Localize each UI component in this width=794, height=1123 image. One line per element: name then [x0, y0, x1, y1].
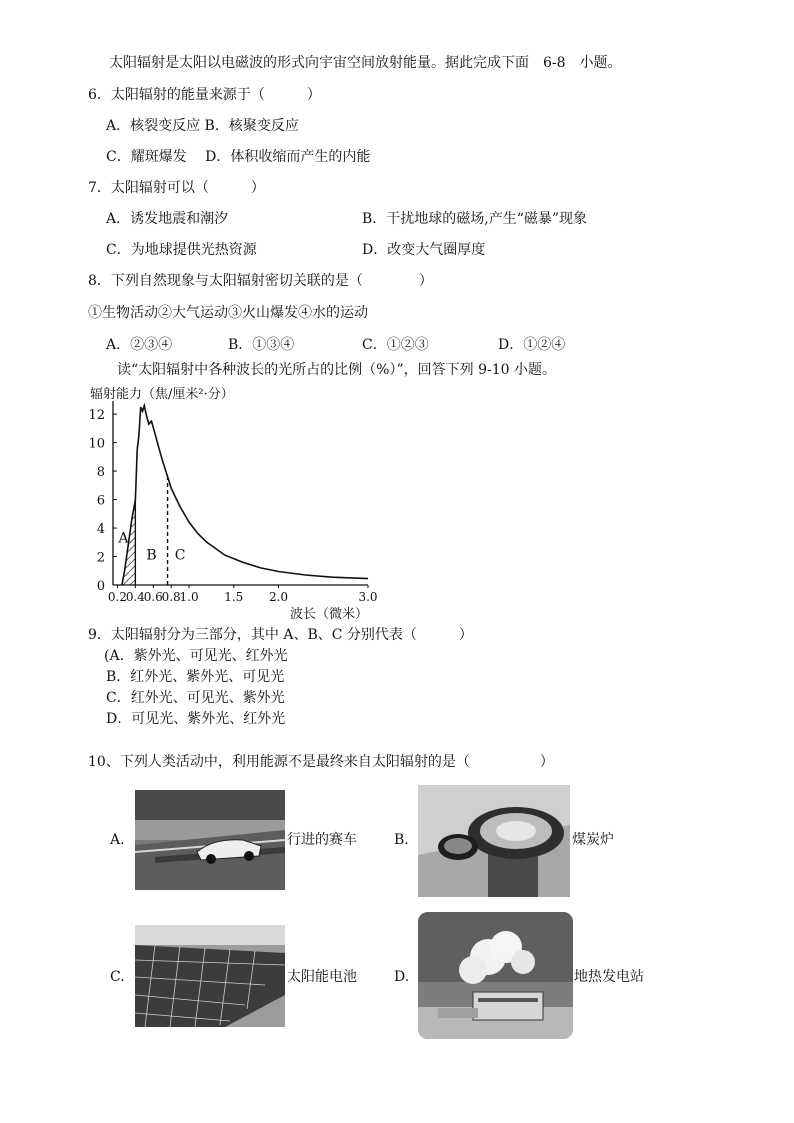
- coal-stove-photo: [418, 785, 570, 897]
- q10-stem: 10、下列人类活动中，利用能源不是最终来自太阳辐射的是（ ）: [88, 754, 554, 770]
- chart-x-tick-label: 0.8: [161, 590, 181, 604]
- race-car-photo: [135, 790, 285, 890]
- chart-region-label-a: A: [118, 530, 129, 547]
- chart-x-tick-label: 0.4: [125, 590, 145, 604]
- q6-options-ab: A．核裂变反应 B．核聚变反应: [106, 118, 299, 134]
- q9-option-c: C．红外光、可见光、紫外光: [106, 690, 285, 706]
- q8-option-b: B．①③④: [228, 337, 295, 353]
- chart-x-tick-label: 3.0: [358, 590, 378, 604]
- q10-c-caption: 太阳能电池: [287, 969, 357, 985]
- chart-radiation-curve: [122, 406, 368, 585]
- q7-option-a: A．诱发地震和潮汐: [106, 211, 229, 227]
- chart-y-tick-label: 0: [96, 579, 105, 594]
- intro-6-8: 太阳辐射是太阳以电磁波的形式向宇宙空间放射能量。据此完成下面 6-8 小题。: [109, 55, 622, 71]
- q10-a-letter: A.: [110, 832, 125, 848]
- q7-option-d: D．改变大气圈厚度: [362, 242, 486, 258]
- q10-c-letter: C.: [110, 969, 125, 985]
- chart-y-tick-label: 10: [88, 436, 105, 452]
- q7-option-b: B．干扰地球的磁场,产生“磁暴”现象: [362, 211, 588, 227]
- q9-option-b: B．红外光、紫外光、可见光: [106, 669, 285, 685]
- q9-option-d: D．可见光、紫外光、红外光: [106, 711, 286, 727]
- solar-panel-photo: [135, 925, 285, 1027]
- chart-ylabel: 辐射能力（焦/厘米²·分）: [90, 387, 234, 402]
- chart-x-tick-label: 0.6: [143, 590, 163, 604]
- chart-x-tick-label: 2.0: [268, 590, 289, 604]
- chart-x-tick-label: 1.0: [179, 590, 199, 604]
- q8-stem: 8．下列自然现象与太阳辐射密切关联的是（ ）: [88, 273, 433, 289]
- q6-options-cd: C．耀斑爆发 D．体积收缩而产生的内能: [106, 149, 371, 165]
- chart-y-tick-label: 8: [96, 465, 105, 481]
- chart-region-label-b: B: [146, 547, 157, 564]
- q8-items: ①生物活动②大气运动③火山爆发④水的运动: [88, 305, 368, 321]
- chart-y-tick-label: 2: [96, 550, 105, 566]
- q10-d-letter: D.: [394, 969, 410, 985]
- q10-b-letter: B.: [394, 832, 409, 848]
- q8-option-a: A．②③④: [106, 337, 173, 353]
- q9-stem: 9．太阳辐射分为三部分，其中 A、B、C 分别代表（ ）: [88, 627, 473, 643]
- solar-radiation-chart: [80, 380, 400, 625]
- q8-option-c: C．①②③: [362, 337, 429, 353]
- q9-option-a: (A．紫外光、可见光、红外光: [104, 648, 288, 664]
- chart-y-tick-label: 4: [96, 522, 105, 538]
- chart-x-tick-label: 0.2: [107, 590, 128, 604]
- q6-stem: 6．太阳辐射的能量来源于（ ）: [88, 87, 321, 103]
- q10-b-caption: 煤炭炉: [572, 832, 614, 848]
- chart-y-tick-label: 6: [96, 493, 105, 509]
- chart-region-label-c: C: [174, 547, 186, 564]
- chart-xlabel: 波长（微米）: [290, 607, 369, 622]
- intro-9-10: 读“太阳辐射中各种波长的光所占的比例（%）”，回答下列 9-10 小题。: [117, 362, 556, 378]
- q10-a-caption: 行进的赛车: [287, 832, 357, 848]
- chart-y-tick-label: 12: [88, 408, 105, 424]
- q7-stem: 7．太阳辐射可以（ ）: [88, 180, 265, 196]
- geothermal-plant-photo: [418, 912, 573, 1039]
- q8-option-d: D．①②④: [498, 337, 566, 353]
- q10-d-caption: 地热发电站: [574, 969, 644, 985]
- q7-option-c: C．为地球提供光热资源: [106, 242, 257, 258]
- chart-x-tick-label: 1.5: [224, 590, 244, 604]
